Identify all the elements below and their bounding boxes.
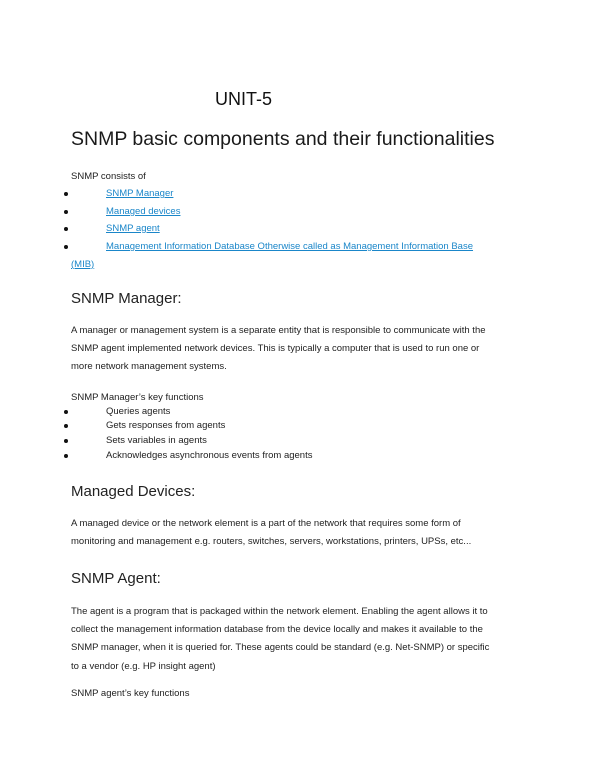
mib-link-suffix[interactable]: (MIB) [71, 259, 95, 270]
devices-heading: Managed Devices: [71, 483, 196, 500]
managed-devices-link[interactable]: Managed devices [106, 206, 181, 217]
manager-para-line: A manager or management system is a separate entity that is responsible to communicate with the [71, 325, 486, 336]
manager-para-line: more network management systems. [71, 361, 227, 373]
manager-function: Queries agents [106, 406, 171, 417]
list-item [0, 420, 600, 432]
bullet-icon [64, 410, 68, 414]
bullet-icon [64, 210, 68, 214]
manager-paragraph [71, 322, 531, 377]
main-heading: SNMP basic components and their functionalities [71, 128, 495, 150]
bullet-icon [64, 227, 68, 231]
devices-paragraph [71, 515, 531, 551]
manager-functions-title: SNMP Manager’s key functions [71, 392, 204, 403]
bullet-icon [64, 192, 68, 196]
list-item [0, 241, 600, 253]
agent-functions-title: SNMP agent’s key functions [71, 688, 190, 699]
unit-title: UNIT-5 [215, 89, 273, 109]
manager-para-line: SNMP agent implemented network devices. This is typically a computer that is used to run one or [71, 343, 480, 355]
agent-para-line: The agent is a program that is packaged within the network element. Enabling the agent allows it to [71, 606, 488, 617]
list-item [0, 223, 600, 235]
bullet-icon [64, 245, 68, 249]
list-item [0, 188, 600, 200]
manager-function: Gets responses from agents [106, 420, 226, 431]
snmp-manager-link[interactable]: SNMP Manager [106, 188, 174, 199]
mib-link[interactable]: Management Information Database Otherwise called as Management Information Base [106, 241, 474, 252]
list-item [0, 435, 600, 447]
agent-para-line: to a vendor (e.g. HP insight agent) [71, 660, 216, 672]
list-item [0, 206, 600, 218]
agent-paragraph [71, 603, 531, 676]
intro-text: SNMP consists of [71, 171, 146, 182]
manager-function: Acknowledges asynchronous events from agents [106, 450, 313, 461]
list-item [0, 406, 600, 418]
agent-para-line: SNMP manager, when it is queried for. These agents could be standard (e.g. Net-SNMP) or specific [71, 642, 490, 654]
bullet-icon [64, 454, 68, 458]
bullet-icon [64, 439, 68, 443]
list-item [0, 450, 600, 462]
agent-para-line: collect the management information database from the device locally and makes it available to the [71, 624, 483, 636]
devices-para-line: monitoring and management e.g. routers, switches, servers, workstations, printers, UPSs, etc... [71, 536, 472, 548]
manager-function: Sets variables in agents [106, 435, 207, 446]
bullet-icon [64, 424, 68, 428]
agent-heading: SNMP Agent: [71, 570, 161, 587]
devices-para-line: A managed device or the network element is a part of the network that requires some form of [71, 518, 461, 529]
snmp-agent-link[interactable]: SNMP agent [106, 223, 160, 234]
manager-heading: SNMP Manager: [71, 290, 182, 307]
